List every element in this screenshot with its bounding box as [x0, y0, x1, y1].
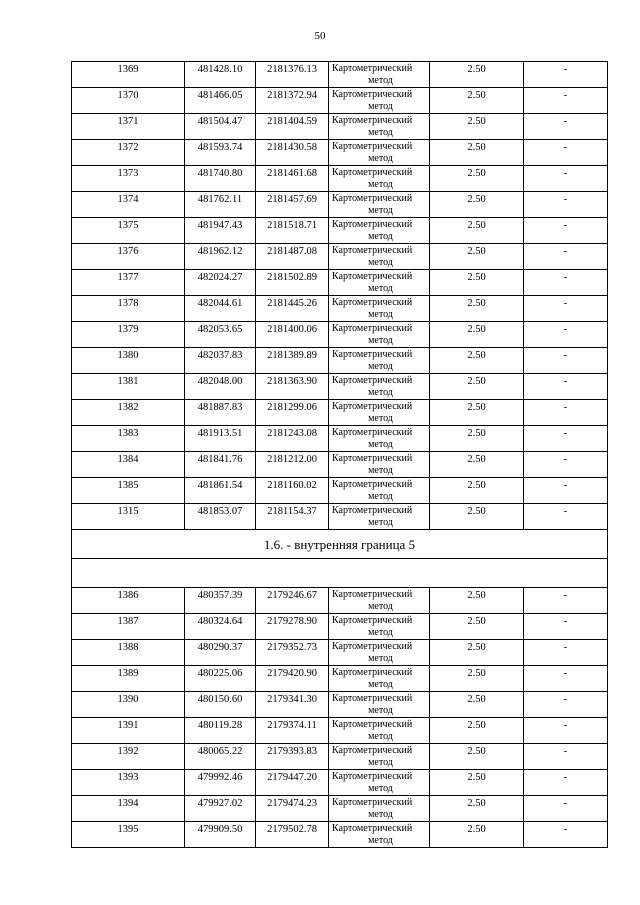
y-coordinate-cell: 2179474.23	[256, 796, 329, 822]
note-cell: -	[524, 452, 608, 478]
method-line1: Картометрический	[332, 453, 413, 464]
empty-cell	[72, 559, 608, 588]
method-line1: Картометрический	[332, 693, 413, 704]
method-cell	[329, 62, 430, 88]
coordinates-table	[71, 61, 608, 848]
point-id-cell: 1372	[72, 140, 185, 166]
method-cell	[329, 192, 430, 218]
error-cell: 2.50	[430, 452, 524, 478]
table-row	[72, 140, 608, 166]
method-line2: метод	[368, 809, 393, 820]
point-id-cell: 1377	[72, 270, 185, 296]
method-line1: Картометрический	[332, 375, 413, 386]
method-line1: Картометрический	[332, 505, 413, 516]
method-cell	[329, 400, 430, 426]
error-cell: 2.50	[430, 88, 524, 114]
method-line1: Картометрический	[332, 141, 413, 152]
note-cell: -	[524, 666, 608, 692]
x-coordinate-cell: 481947.43	[185, 218, 256, 244]
method-line2: метод	[368, 705, 393, 716]
method-cell	[329, 744, 430, 770]
x-coordinate-cell: 481762.11	[185, 192, 256, 218]
table-row	[72, 62, 608, 88]
point-id-cell: 1315	[72, 504, 185, 530]
point-id-cell: 1375	[72, 218, 185, 244]
method-line1: Картометрический	[332, 297, 413, 308]
method-line1: Картометрический	[332, 719, 413, 730]
y-coordinate-cell: 2181400.06	[256, 322, 329, 348]
method-line2: метод	[368, 465, 393, 476]
y-coordinate-cell: 2179278.90	[256, 614, 329, 640]
x-coordinate-cell: 480150.60	[185, 692, 256, 718]
error-cell: 2.50	[430, 114, 524, 140]
note-cell: -	[524, 114, 608, 140]
table-row	[72, 452, 608, 478]
note-cell: -	[524, 744, 608, 770]
x-coordinate-cell: 481428.10	[185, 62, 256, 88]
method-cell	[329, 692, 430, 718]
method-line2: метод	[368, 179, 393, 190]
method-cell	[329, 114, 430, 140]
y-coordinate-cell: 2181461.68	[256, 166, 329, 192]
table-row	[72, 718, 608, 744]
method-cell	[329, 374, 430, 400]
error-cell: 2.50	[430, 692, 524, 718]
method-line2: метод	[368, 413, 393, 424]
error-cell: 2.50	[430, 296, 524, 322]
note-cell: -	[524, 822, 608, 848]
section-header	[72, 530, 608, 588]
y-coordinate-cell: 2181487.08	[256, 244, 329, 270]
method-line2: метод	[368, 757, 393, 768]
error-cell: 2.50	[430, 400, 524, 426]
error-cell: 2.50	[430, 666, 524, 692]
x-coordinate-cell: 479909.50	[185, 822, 256, 848]
error-cell: 2.50	[430, 322, 524, 348]
point-id-cell: 1380	[72, 348, 185, 374]
y-coordinate-cell: 2179502.78	[256, 822, 329, 848]
x-coordinate-cell: 481740.80	[185, 166, 256, 192]
method-cell	[329, 822, 430, 848]
method-cell	[329, 244, 430, 270]
table-row	[72, 348, 608, 374]
x-coordinate-cell: 479992.46	[185, 770, 256, 796]
note-cell: -	[524, 478, 608, 504]
table-row	[72, 166, 608, 192]
method-line1: Картометрический	[332, 667, 413, 678]
y-coordinate-cell: 2179447.20	[256, 770, 329, 796]
method-line1: Картометрический	[332, 193, 413, 204]
method-cell	[329, 588, 430, 614]
error-cell: 2.50	[430, 140, 524, 166]
error-cell: 2.50	[430, 426, 524, 452]
table-row	[72, 218, 608, 244]
y-coordinate-cell: 2179420.90	[256, 666, 329, 692]
table-row	[72, 692, 608, 718]
table-row	[72, 400, 608, 426]
error-cell: 2.50	[430, 614, 524, 640]
point-id-cell: 1370	[72, 88, 185, 114]
y-coordinate-cell: 2181372.94	[256, 88, 329, 114]
method-line1: Картометрический	[332, 63, 413, 74]
section-row	[72, 530, 608, 559]
note-cell: -	[524, 426, 608, 452]
error-cell: 2.50	[430, 770, 524, 796]
y-coordinate-cell: 2181389.89	[256, 348, 329, 374]
method-cell	[329, 270, 430, 296]
error-cell: 2.50	[430, 478, 524, 504]
y-coordinate-cell: 2181430.58	[256, 140, 329, 166]
y-coordinate-cell: 2179341.30	[256, 692, 329, 718]
error-cell: 2.50	[430, 244, 524, 270]
method-line2: метод	[368, 75, 393, 86]
y-coordinate-cell: 2181243.08	[256, 426, 329, 452]
note-cell: -	[524, 62, 608, 88]
section-title: 1.6. - внутренняя граница 5	[72, 530, 608, 559]
x-coordinate-cell: 481861.54	[185, 478, 256, 504]
y-coordinate-cell: 2181376.13	[256, 62, 329, 88]
error-cell: 2.50	[430, 504, 524, 530]
point-id-cell: 1373	[72, 166, 185, 192]
method-line2: метод	[368, 101, 393, 112]
point-id-cell: 1381	[72, 374, 185, 400]
error-cell: 2.50	[430, 744, 524, 770]
method-line1: Картометрический	[332, 823, 413, 834]
table-body-top	[72, 62, 608, 530]
method-cell	[329, 166, 430, 192]
x-coordinate-cell: 481841.76	[185, 452, 256, 478]
y-coordinate-cell: 2181160.02	[256, 478, 329, 504]
method-line2: метод	[368, 491, 393, 502]
method-line2: метод	[368, 731, 393, 742]
method-cell	[329, 614, 430, 640]
method-cell	[329, 296, 430, 322]
note-cell: -	[524, 692, 608, 718]
error-cell: 2.50	[430, 640, 524, 666]
method-cell	[329, 666, 430, 692]
method-cell	[329, 140, 430, 166]
method-line1: Картометрический	[332, 479, 413, 490]
method-line1: Картометрический	[332, 115, 413, 126]
x-coordinate-cell: 481962.12	[185, 244, 256, 270]
table-row	[72, 504, 608, 530]
note-cell: -	[524, 192, 608, 218]
table-row	[72, 588, 608, 614]
point-id-cell: 1379	[72, 322, 185, 348]
table-row	[72, 614, 608, 640]
error-cell: 2.50	[430, 348, 524, 374]
y-coordinate-cell: 2181518.71	[256, 218, 329, 244]
table-row	[72, 114, 608, 140]
method-line2: метод	[368, 439, 393, 450]
error-cell: 2.50	[430, 718, 524, 744]
y-coordinate-cell: 2181457.69	[256, 192, 329, 218]
note-cell: -	[524, 296, 608, 322]
table-body-bottom	[72, 588, 608, 848]
method-line1: Картометрический	[332, 167, 413, 178]
x-coordinate-cell: 479927.02	[185, 796, 256, 822]
point-id-cell: 1384	[72, 452, 185, 478]
error-cell: 2.50	[430, 822, 524, 848]
error-cell: 2.50	[430, 374, 524, 400]
y-coordinate-cell: 2181299.06	[256, 400, 329, 426]
x-coordinate-cell: 481504.47	[185, 114, 256, 140]
method-line1: Картометрический	[332, 797, 413, 808]
note-cell: -	[524, 322, 608, 348]
y-coordinate-cell: 2181445.26	[256, 296, 329, 322]
point-id-cell: 1395	[72, 822, 185, 848]
method-line2: метод	[368, 835, 393, 846]
note-cell: -	[524, 88, 608, 114]
table-row	[72, 744, 608, 770]
point-id-cell: 1388	[72, 640, 185, 666]
point-id-cell: 1382	[72, 400, 185, 426]
method-cell	[329, 88, 430, 114]
point-id-cell: 1391	[72, 718, 185, 744]
note-cell: -	[524, 614, 608, 640]
note-cell: -	[524, 166, 608, 192]
x-coordinate-cell: 482048.00	[185, 374, 256, 400]
y-coordinate-cell: 2181212.00	[256, 452, 329, 478]
point-id-cell: 1387	[72, 614, 185, 640]
method-line2: метод	[368, 283, 393, 294]
error-cell: 2.50	[430, 270, 524, 296]
x-coordinate-cell: 480357.39	[185, 588, 256, 614]
note-cell: -	[524, 796, 608, 822]
method-line1: Картометрический	[332, 349, 413, 360]
x-coordinate-cell: 480225.06	[185, 666, 256, 692]
method-cell	[329, 478, 430, 504]
empty-row	[72, 559, 608, 588]
x-coordinate-cell: 482044.61	[185, 296, 256, 322]
x-coordinate-cell: 481913.51	[185, 426, 256, 452]
table-row	[72, 322, 608, 348]
method-line2: метод	[368, 601, 393, 612]
point-id-cell: 1376	[72, 244, 185, 270]
x-coordinate-cell: 480324.64	[185, 614, 256, 640]
point-id-cell: 1385	[72, 478, 185, 504]
method-cell	[329, 640, 430, 666]
note-cell: -	[524, 348, 608, 374]
note-cell: -	[524, 718, 608, 744]
table-row	[72, 270, 608, 296]
method-cell	[329, 718, 430, 744]
error-cell: 2.50	[430, 796, 524, 822]
point-id-cell: 1371	[72, 114, 185, 140]
method-line2: метод	[368, 257, 393, 268]
method-line1: Картометрический	[332, 89, 413, 100]
x-coordinate-cell: 482053.65	[185, 322, 256, 348]
method-cell	[329, 452, 430, 478]
table-row	[72, 426, 608, 452]
table-row	[72, 374, 608, 400]
table-row	[72, 666, 608, 692]
table-row	[72, 88, 608, 114]
method-line2: метод	[368, 783, 393, 794]
y-coordinate-cell: 2179352.73	[256, 640, 329, 666]
note-cell: -	[524, 244, 608, 270]
method-line1: Картометрический	[332, 271, 413, 282]
point-id-cell: 1386	[72, 588, 185, 614]
error-cell: 2.50	[430, 218, 524, 244]
method-line1: Картометрический	[332, 245, 413, 256]
table-row	[72, 478, 608, 504]
x-coordinate-cell: 481853.07	[185, 504, 256, 530]
method-line1: Картометрический	[332, 219, 413, 230]
note-cell: -	[524, 374, 608, 400]
method-cell	[329, 426, 430, 452]
method-line1: Картометрический	[332, 401, 413, 412]
x-coordinate-cell: 480119.28	[185, 718, 256, 744]
note-cell: -	[524, 640, 608, 666]
note-cell: -	[524, 770, 608, 796]
method-line1: Картометрический	[332, 641, 413, 652]
y-coordinate-cell: 2181404.59	[256, 114, 329, 140]
table-row	[72, 796, 608, 822]
y-coordinate-cell: 2179393.83	[256, 744, 329, 770]
method-line1: Картометрический	[332, 589, 413, 600]
method-line2: метод	[368, 205, 393, 216]
method-line1: Картометрический	[332, 615, 413, 626]
method-line2: метод	[368, 361, 393, 372]
point-id-cell: 1393	[72, 770, 185, 796]
note-cell: -	[524, 140, 608, 166]
table-row	[72, 244, 608, 270]
page-number: 50	[314, 30, 326, 42]
note-cell: -	[524, 504, 608, 530]
x-coordinate-cell: 481593.74	[185, 140, 256, 166]
method-cell	[329, 504, 430, 530]
method-line2: метод	[368, 153, 393, 164]
x-coordinate-cell: 481887.83	[185, 400, 256, 426]
table-row	[72, 192, 608, 218]
y-coordinate-cell: 2181502.89	[256, 270, 329, 296]
error-cell: 2.50	[430, 62, 524, 88]
x-coordinate-cell: 481466.05	[185, 88, 256, 114]
method-line2: метод	[368, 387, 393, 398]
note-cell: -	[524, 270, 608, 296]
method-line2: метод	[368, 653, 393, 664]
method-line1: Картометрический	[332, 427, 413, 438]
point-id-cell: 1383	[72, 426, 185, 452]
method-line2: метод	[368, 517, 393, 528]
table-row	[72, 640, 608, 666]
error-cell: 2.50	[430, 192, 524, 218]
method-line2: метод	[368, 627, 393, 638]
method-line2: метод	[368, 679, 393, 690]
method-cell	[329, 322, 430, 348]
method-line2: метод	[368, 335, 393, 346]
y-coordinate-cell: 2179374.11	[256, 718, 329, 744]
method-line1: Картометрический	[332, 771, 413, 782]
method-line2: метод	[368, 309, 393, 320]
y-coordinate-cell: 2179246.67	[256, 588, 329, 614]
method-cell	[329, 218, 430, 244]
method-cell	[329, 796, 430, 822]
x-coordinate-cell: 480065.22	[185, 744, 256, 770]
point-id-cell: 1374	[72, 192, 185, 218]
table-row	[72, 770, 608, 796]
error-cell: 2.50	[430, 588, 524, 614]
error-cell: 2.50	[430, 166, 524, 192]
x-coordinate-cell: 482024.27	[185, 270, 256, 296]
point-id-cell: 1369	[72, 62, 185, 88]
table-row	[72, 822, 608, 848]
table-row	[72, 296, 608, 322]
y-coordinate-cell: 2181154.37	[256, 504, 329, 530]
method-line2: метод	[368, 231, 393, 242]
point-id-cell: 1389	[72, 666, 185, 692]
method-line1: Картометрический	[332, 323, 413, 334]
method-cell	[329, 348, 430, 374]
note-cell: -	[524, 218, 608, 244]
point-id-cell: 1394	[72, 796, 185, 822]
method-line1: Картометрический	[332, 745, 413, 756]
method-cell	[329, 770, 430, 796]
method-line2: метод	[368, 127, 393, 138]
y-coordinate-cell: 2181363.90	[256, 374, 329, 400]
point-id-cell: 1392	[72, 744, 185, 770]
x-coordinate-cell: 482037.83	[185, 348, 256, 374]
x-coordinate-cell: 480290.37	[185, 640, 256, 666]
point-id-cell: 1390	[72, 692, 185, 718]
point-id-cell: 1378	[72, 296, 185, 322]
note-cell: -	[524, 400, 608, 426]
note-cell: -	[524, 588, 608, 614]
